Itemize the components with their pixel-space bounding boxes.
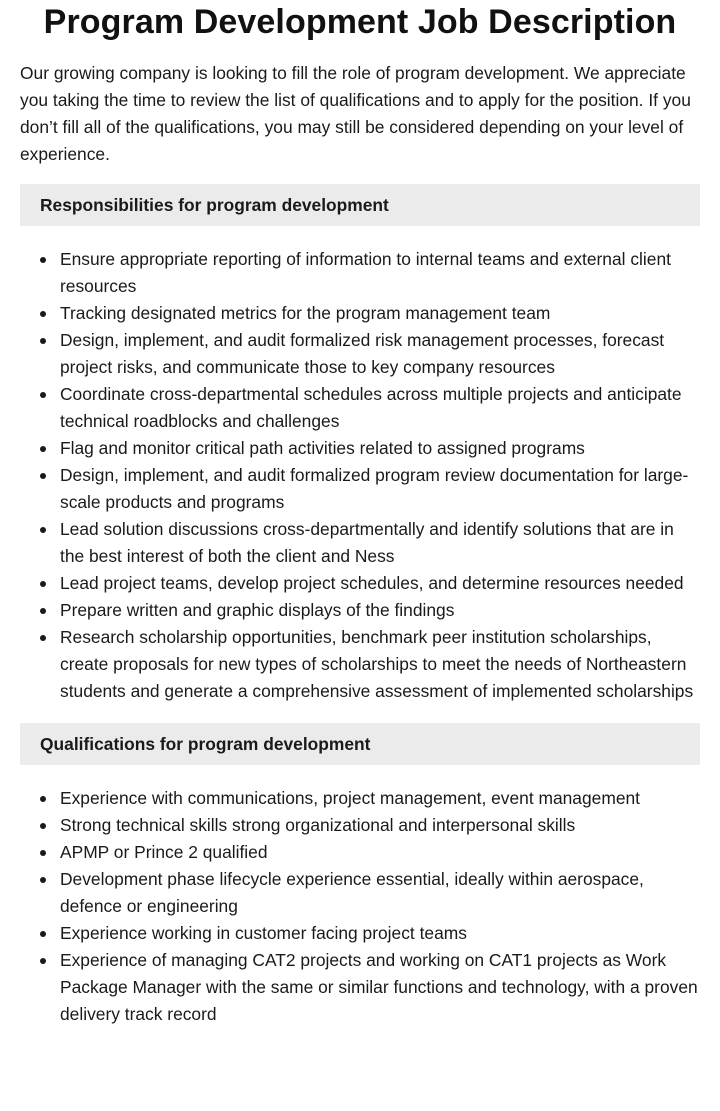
responsibility-item: Research scholarship opportunities, benchmark peer institution scholarships, create proposals for new types of scholarships to meet the needs of Northeastern students and generate a comprehensive assessment of implemented scholarships [60, 624, 700, 705]
responsibility-item: Tracking designated metrics for the program management team [60, 300, 700, 327]
page-title: Program Development Job Description [43, 3, 677, 41]
qualification-item: Development phase lifecycle experience essential, ideally within aerospace, defence or engineering [60, 866, 700, 920]
responsibility-item: Ensure appropriate reporting of information to internal teams and external client resources [60, 246, 700, 300]
responsibility-item: Flag and monitor critical path activities related to assigned programs [60, 435, 700, 462]
qualification-item: Experience with communications, project management, event management [60, 785, 700, 812]
intro-paragraph: Our growing company is looking to fill the role of program development. We appreciate you taking the time to review the list of qualifications and to apply for the position. If you don’t fill all of the qualifications, you may still be considered depending on your level of experience. [20, 63, 691, 164]
responsibilities-heading: Responsibilities for program development [20, 184, 700, 226]
qualification-item: APMP or Prince 2 qualified [60, 839, 700, 866]
qualification-item: Experience of managing CAT2 projects and working on CAT1 projects as Work Package Manager with the same or similar functions and technology, with a proven delivery track record [60, 947, 700, 1028]
responsibility-item: Design, implement, and audit formalized risk management processes, forecast project risks, and communicate those to key company resources [60, 327, 700, 381]
responsibility-item: Lead solution discussions cross-departmentally and identify solutions that are in the best interest of both the client and Ness [60, 516, 700, 570]
qualifications-heading: Qualifications for program development [20, 723, 700, 765]
responsibility-item: Coordinate cross-departmental schedules across multiple projects and anticipate technical roadblocks and challenges [60, 381, 700, 435]
qualification-item: Strong technical skills strong organizational and interpersonal skills [60, 812, 700, 839]
responsibility-item: Lead project teams, develop project schedules, and determine resources needed [60, 570, 700, 597]
qualifications-list [20, 785, 700, 1028]
responsibility-item: Prepare written and graphic displays of the findings [60, 597, 700, 624]
responsibilities-list [20, 246, 700, 705]
responsibility-item: Design, implement, and audit formalized program review documentation for large-scale products and programs [60, 462, 700, 516]
qualification-item: Experience working in customer facing project teams [60, 920, 700, 947]
